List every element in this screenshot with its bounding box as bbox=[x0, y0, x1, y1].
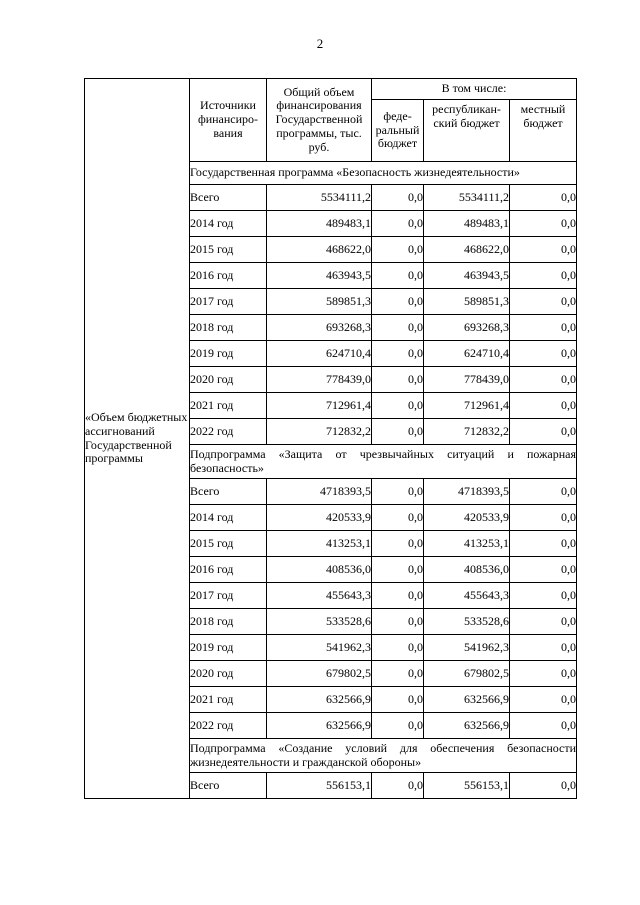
republican-cell: 624710,4 bbox=[424, 341, 510, 367]
period-cell: 2021 год bbox=[190, 687, 267, 713]
local-cell: 0,0 bbox=[510, 419, 577, 445]
local-cell: 0,0 bbox=[510, 263, 577, 289]
local-cell: 0,0 bbox=[510, 211, 577, 237]
total-cell: 4718393,5 bbox=[267, 479, 372, 505]
local-cell: 0,0 bbox=[510, 479, 577, 505]
period-cell: 2017 год bbox=[190, 289, 267, 315]
local-cell: 0,0 bbox=[510, 609, 577, 635]
page-number: 2 bbox=[316, 36, 324, 51]
total-cell: 489483,1 bbox=[267, 211, 372, 237]
header-total: Общий объем финансирования Государственной программы, тыс. руб. bbox=[267, 79, 372, 162]
period-cell: 2014 год bbox=[190, 505, 267, 531]
local-cell: 0,0 bbox=[510, 661, 577, 687]
period-cell: 2022 год bbox=[190, 419, 267, 445]
republican-cell: 420533,9 bbox=[424, 505, 510, 531]
federal-cell: 0,0 bbox=[372, 237, 424, 263]
federal-cell: 0,0 bbox=[372, 505, 424, 531]
federal-cell: 0,0 bbox=[372, 713, 424, 739]
republican-cell: 712961,4 bbox=[424, 393, 510, 419]
total-cell: 632566,9 bbox=[267, 687, 372, 713]
federal-cell: 0,0 bbox=[372, 289, 424, 315]
republican-cell: 556153,1 bbox=[424, 773, 510, 799]
republican-cell: 693268,3 bbox=[424, 315, 510, 341]
republican-cell: 712832,2 bbox=[424, 419, 510, 445]
header-republican: республикан-ский бюджет bbox=[424, 100, 510, 162]
total-cell: 632566,9 bbox=[267, 713, 372, 739]
federal-cell: 0,0 bbox=[372, 687, 424, 713]
total-cell: 589851,3 bbox=[267, 289, 372, 315]
republican-cell: 455643,3 bbox=[424, 583, 510, 609]
federal-cell: 0,0 bbox=[372, 773, 424, 799]
total-cell: 533528,6 bbox=[267, 609, 372, 635]
total-cell: 5534111,2 bbox=[267, 185, 372, 211]
total-cell: 556153,1 bbox=[267, 773, 372, 799]
total-cell: 408536,0 bbox=[267, 557, 372, 583]
republican-cell: 679802,5 bbox=[424, 661, 510, 687]
republican-cell: 632566,9 bbox=[424, 687, 510, 713]
local-cell: 0,0 bbox=[510, 687, 577, 713]
local-cell: 0,0 bbox=[510, 773, 577, 799]
republican-cell: 541962,3 bbox=[424, 635, 510, 661]
republican-cell: 489483,1 bbox=[424, 211, 510, 237]
period-cell: 2019 год bbox=[190, 341, 267, 367]
local-cell: 0,0 bbox=[510, 713, 577, 739]
republican-cell: 533528,6 bbox=[424, 609, 510, 635]
total-cell: 712832,2 bbox=[267, 419, 372, 445]
local-cell: 0,0 bbox=[510, 393, 577, 419]
total-cell: 468622,0 bbox=[267, 237, 372, 263]
period-cell: 2016 год bbox=[190, 557, 267, 583]
total-cell: 679802,5 bbox=[267, 661, 372, 687]
republican-cell: 408536,0 bbox=[424, 557, 510, 583]
republican-cell: 463943,5 bbox=[424, 263, 510, 289]
total-cell: 624710,4 bbox=[267, 341, 372, 367]
total-cell: 778439,0 bbox=[267, 367, 372, 393]
local-cell: 0,0 bbox=[510, 505, 577, 531]
header-source: Источники финансиро-вания bbox=[190, 79, 267, 162]
total-cell: 413253,1 bbox=[267, 531, 372, 557]
total-cell: 693268,3 bbox=[267, 315, 372, 341]
federal-cell: 0,0 bbox=[372, 341, 424, 367]
period-cell: 2015 год bbox=[190, 531, 267, 557]
period-cell: 2020 год bbox=[190, 367, 267, 393]
federal-cell: 0,0 bbox=[372, 583, 424, 609]
total-cell: 420533,9 bbox=[267, 505, 372, 531]
federal-cell: 0,0 bbox=[372, 557, 424, 583]
program-label-cell: «Объем бюджетных ассигнований Государственной программы bbox=[85, 79, 190, 799]
federal-cell: 0,0 bbox=[372, 479, 424, 505]
federal-cell: 0,0 bbox=[372, 185, 424, 211]
period-cell: 2017 год bbox=[190, 583, 267, 609]
period-cell: Всего bbox=[190, 773, 267, 799]
local-cell: 0,0 bbox=[510, 557, 577, 583]
republican-cell: 413253,1 bbox=[424, 531, 510, 557]
federal-cell: 0,0 bbox=[372, 661, 424, 687]
local-cell: 0,0 bbox=[510, 237, 577, 263]
federal-cell: 0,0 bbox=[372, 609, 424, 635]
budget-table bbox=[84, 78, 577, 799]
local-cell: 0,0 bbox=[510, 315, 577, 341]
federal-cell: 0,0 bbox=[372, 367, 424, 393]
period-cell: 2014 год bbox=[190, 211, 267, 237]
section-title: Подпрограмма «Защита от чрезвычайных ситуаций и пожарная безопасность» bbox=[190, 445, 577, 479]
period-cell: 2021 год bbox=[190, 393, 267, 419]
header-federal: феде-ральный бюджет bbox=[372, 100, 424, 162]
republican-cell: 468622,0 bbox=[424, 237, 510, 263]
period-cell: 2020 год bbox=[190, 661, 267, 687]
period-cell: 2015 год bbox=[190, 237, 267, 263]
local-cell: 0,0 bbox=[510, 635, 577, 661]
republican-cell: 589851,3 bbox=[424, 289, 510, 315]
period-cell: 2016 год bbox=[190, 263, 267, 289]
republican-cell: 5534111,2 bbox=[424, 185, 510, 211]
federal-cell: 0,0 bbox=[372, 393, 424, 419]
total-cell: 455643,3 bbox=[267, 583, 372, 609]
local-cell: 0,0 bbox=[510, 583, 577, 609]
period-cell: Всего bbox=[190, 185, 267, 211]
republican-cell: 778439,0 bbox=[424, 367, 510, 393]
total-cell: 463943,5 bbox=[267, 263, 372, 289]
federal-cell: 0,0 bbox=[372, 531, 424, 557]
period-cell: 2019 год bbox=[190, 635, 267, 661]
period-cell: 2018 год bbox=[190, 315, 267, 341]
local-cell: 0,0 bbox=[510, 185, 577, 211]
federal-cell: 0,0 bbox=[372, 635, 424, 661]
header-local: местный бюджет bbox=[510, 100, 577, 162]
period-cell: 2022 год bbox=[190, 713, 267, 739]
local-cell: 0,0 bbox=[510, 289, 577, 315]
federal-cell: 0,0 bbox=[372, 419, 424, 445]
header-including: В том числе: bbox=[372, 79, 577, 100]
republican-cell: 632566,9 bbox=[424, 713, 510, 739]
period-cell: Всего bbox=[190, 479, 267, 505]
federal-cell: 0,0 bbox=[372, 263, 424, 289]
republican-cell: 4718393,5 bbox=[424, 479, 510, 505]
local-cell: 0,0 bbox=[510, 531, 577, 557]
period-cell: 2018 год bbox=[190, 609, 267, 635]
federal-cell: 0,0 bbox=[372, 315, 424, 341]
section-title: Государственная программа «Безопасность жизнедеятельности» bbox=[190, 162, 577, 185]
federal-cell: 0,0 bbox=[372, 211, 424, 237]
local-cell: 0,0 bbox=[510, 341, 577, 367]
total-cell: 712961,4 bbox=[267, 393, 372, 419]
local-cell: 0,0 bbox=[510, 367, 577, 393]
total-cell: 541962,3 bbox=[267, 635, 372, 661]
section-title: Подпрограмма «Создание условий для обеспечения безопасности жизнедеятельности и гражданской обороны» bbox=[190, 739, 577, 773]
